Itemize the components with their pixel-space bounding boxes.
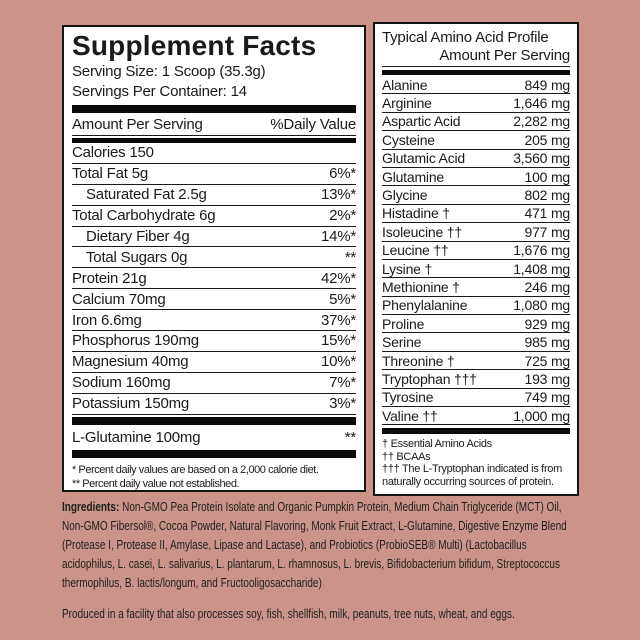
thick-divider [382, 70, 570, 75]
daily-value-footnotes [72, 463, 356, 491]
amino-value: 193 mg [524, 370, 570, 387]
amino-acid-footnotes [382, 438, 570, 488]
nutrient-value: 15%* [320, 332, 356, 350]
nutrient-label: Saturated Fat 2.5g [86, 186, 207, 204]
amino-value: 1,080 mg [513, 297, 570, 314]
amino-value: 849 mg [524, 76, 570, 93]
nutrient-label: L-Glutamine 100mg [72, 428, 201, 446]
amino-label: Valine †† [382, 407, 438, 424]
nutrient-label: Total Fat 5g [72, 165, 148, 183]
ingredients-label: Ingredients: [62, 499, 120, 514]
nutrient-label: Protein 21g [72, 269, 147, 287]
amino-acid-title: Typical Amino Acid Profile [382, 29, 549, 46]
nutrient-value: 7%* [329, 374, 356, 392]
amino-label: Glycine [382, 187, 428, 204]
table-row [382, 150, 570, 168]
amino-label: Proline [382, 315, 425, 332]
amino-value: 929 mg [524, 315, 570, 332]
amino-label: Threonine † [382, 352, 455, 369]
amino-label: Aspartic Acid [382, 113, 461, 130]
facts-table-header [72, 114, 356, 136]
table-row [382, 242, 570, 260]
table-row [382, 352, 570, 370]
table-row [72, 394, 356, 415]
ingredients-text: Non-GMO Pea Protein Isolate and Organic Pumpkin Protein, Medium Chain Triglyceride (MCT) Oil, Non-GMO Fibersol®, Cocoa Powder, Natural Flavoring, Monk Fruit Extract, L-Glutamine, Digestive Enzyme Blend (Protease I, Protease II, Amylase, Lipase and Lactase), and Probiotics (ProbioSEB® Multi) (Lactobacillus acidophilus, L. casei, L. salivarius, L. plantarum, L. rhamnosus, L. brevis, Bifidobacterium bifidum, Streptococcus thermophilus, B. lactis/longum, and Fructooligosaccharide) [62, 499, 567, 590]
amino-label: Leucine †† [382, 242, 449, 259]
table-row [72, 289, 356, 310]
footnote-line: naturally occurring sources of protein. [382, 475, 554, 488]
amino-label: Tryptophan ††† [382, 370, 477, 387]
amino-value: 1,646 mg [513, 95, 570, 112]
footnote-line: ** Percent daily value not established. [72, 477, 240, 490]
amino-value: 985 mg [524, 334, 570, 351]
table-row [382, 260, 570, 278]
amino-label: Alanine [382, 76, 428, 93]
nutrient-value: ** [344, 428, 356, 446]
amino-value: 3,560 mg [513, 150, 570, 167]
amino-label: Arginine [382, 95, 432, 112]
thick-divider [382, 428, 570, 434]
nutrient-value: 13%* [320, 186, 356, 204]
amino-value: 2,282 mg [513, 113, 570, 130]
amino-value: 1,676 mg [513, 242, 570, 259]
nutrient-label: Total Carbohydrate 6g [72, 207, 216, 225]
table-row [72, 185, 356, 206]
nutrient-value: 3%* [329, 395, 356, 413]
thick-divider [72, 450, 356, 458]
amino-label: Glutamic Acid [382, 150, 465, 167]
nutrient-value: 10%* [320, 353, 356, 371]
supplement-facts-panel [62, 25, 366, 492]
amino-value: 749 mg [524, 389, 570, 406]
nutrient-label: Calcium 70mg [72, 290, 166, 308]
amino-value: 1,000 mg [513, 407, 570, 424]
nutrient-value: 5%* [329, 290, 356, 308]
table-row [382, 389, 570, 407]
amino-value: 471 mg [524, 205, 570, 222]
table-row [382, 76, 570, 94]
ingredients-paragraph [62, 497, 579, 592]
nutrient-value: 2%* [329, 207, 356, 225]
table-row [72, 373, 356, 394]
daily-value-header: %Daily Value [270, 116, 356, 133]
amino-label: Isoleucine †† [382, 223, 462, 240]
table-row [72, 331, 356, 352]
thick-divider [72, 105, 356, 113]
nutrient-value: ** [344, 248, 356, 266]
table-row [382, 168, 570, 186]
nutrient-label: Iron 6.6mg [72, 311, 142, 329]
table-row [382, 278, 570, 296]
table-row [382, 407, 570, 425]
supplement-facts-title: Supplement Facts [72, 30, 317, 61]
footnote-line: * Percent daily values are based on a 2,000 calorie diet. [72, 463, 319, 476]
table-row [72, 227, 356, 248]
amino-value: 100 mg [524, 168, 570, 185]
table-row [72, 310, 356, 331]
amino-acid-rows [382, 76, 570, 425]
nutrient-label: Dietary Fiber 4g [86, 228, 190, 245]
amino-value: 725 mg [524, 352, 570, 369]
amount-per-serving-header: Amount Per Serving [72, 116, 203, 133]
table-row [72, 206, 356, 227]
allergen-notice: Produced in a facility that also processes soy, fish, shellfish, milk, peanuts, tree nuts, wheat, and eggs. [62, 606, 515, 621]
table-row [72, 143, 356, 164]
table-row [72, 427, 356, 448]
bottom-text-block [62, 497, 579, 623]
nutrient-rows [72, 143, 356, 415]
nutrient-label: Potassium 150mg [72, 395, 190, 413]
nutrient-value: 42%* [320, 269, 356, 287]
serving-size: Serving Size: 1 Scoop (35.3g) [72, 63, 266, 80]
amino-acid-panel [373, 22, 579, 496]
amino-label: Tyrosine [382, 389, 434, 406]
nutrient-label: Sodium 160mg [72, 374, 171, 392]
table-row [382, 315, 570, 333]
servings-per-container: Servings Per Container: 14 [72, 83, 247, 100]
table-row [72, 352, 356, 373]
footnote-line: † Essential Amino Acids [382, 438, 492, 451]
nutrient-label: Total Sugars 0g [86, 248, 188, 266]
amino-value: 246 mg [524, 278, 570, 295]
table-row [382, 205, 570, 223]
thick-divider [72, 417, 356, 425]
table-row [72, 247, 356, 268]
amino-label: Lysine † [382, 260, 433, 277]
amino-amount-per-serving: Amount Per Serving [382, 47, 570, 67]
table-row [382, 333, 570, 351]
amino-value: 205 mg [524, 131, 570, 148]
nutrient-label: Phosphorus 190mg [72, 332, 199, 350]
table-row [382, 131, 570, 149]
table-row [382, 113, 570, 131]
amino-value: 802 mg [524, 187, 570, 204]
amino-label: Histadine † [382, 205, 450, 222]
amino-label: Phenylalanine [382, 297, 468, 314]
amino-label: Methionine † [382, 278, 460, 295]
footnote-line: †† BCAAs [382, 450, 431, 463]
amino-label: Serine [382, 334, 422, 351]
amino-value: 1,408 mg [513, 260, 570, 277]
table-row [382, 223, 570, 241]
nutrient-value: 14%* [320, 228, 356, 245]
table-row [72, 164, 356, 185]
amino-label: Glutamine [382, 168, 445, 185]
nutrient-value: 37%* [320, 311, 356, 329]
footnote-line: ††† The L-Tryptophan indicated is from [382, 463, 562, 476]
table-row [382, 370, 570, 388]
table-row [382, 186, 570, 204]
nutrient-label: Magnesium 40mg [72, 353, 189, 371]
amino-value: 977 mg [524, 223, 570, 240]
amino-label: Cysteine [382, 131, 435, 148]
table-row [72, 268, 356, 289]
nutrient-label: Calories 150 [72, 144, 154, 162]
table-row [382, 94, 570, 112]
table-row [382, 297, 570, 315]
nutrient-value: 6%* [329, 165, 356, 183]
